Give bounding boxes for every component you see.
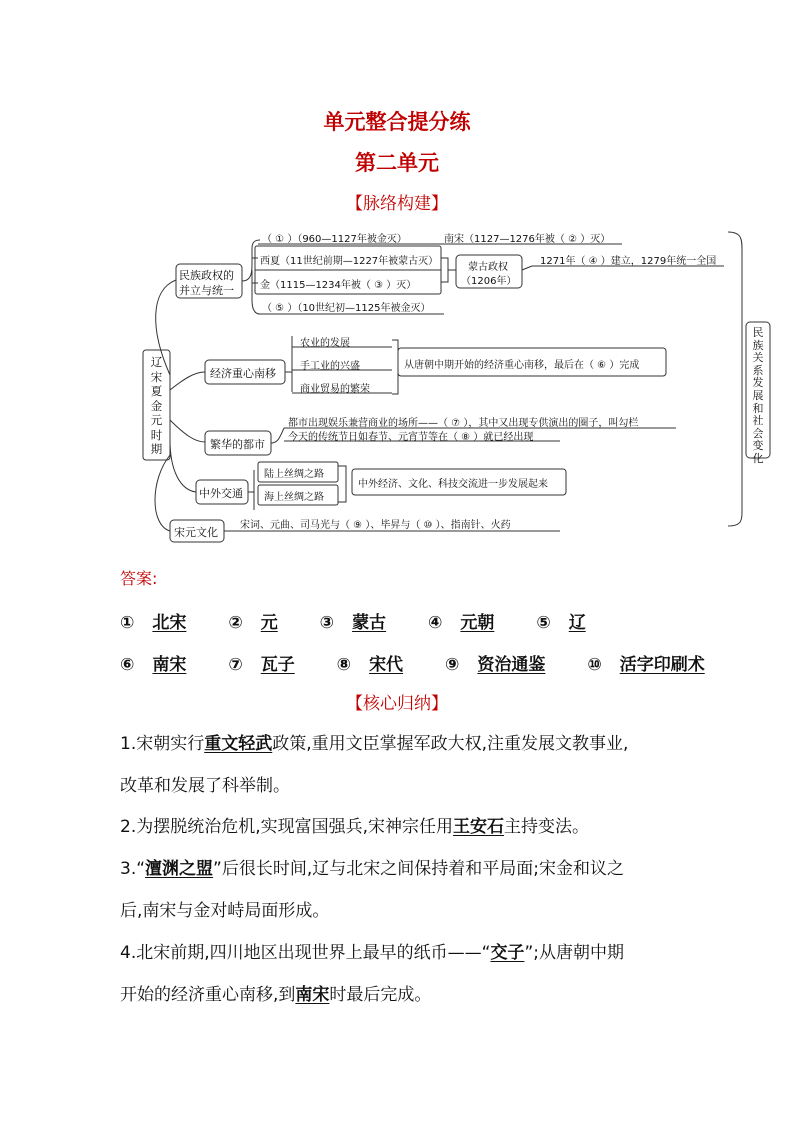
branch1-item2: 西夏（11世纪前期—1227年被蒙古灭） bbox=[260, 256, 439, 267]
answer-item: ③ 蒙古 bbox=[319, 613, 387, 633]
answer-item: ⑧ 宋代 bbox=[336, 655, 404, 675]
summary-p2: 2.为摆脱统治危机,实现富国强兵,宋神宗任用王安石主持变法。 bbox=[120, 817, 590, 837]
branch4-sub2: 海上丝绸之路 bbox=[264, 492, 324, 503]
diagram-summary-label: 民族关系发展和社会变化 bbox=[752, 326, 764, 465]
diagram-root-label: 辽宋夏金元时期 bbox=[150, 355, 163, 456]
branch5-label: 宋元文化 bbox=[174, 526, 218, 539]
branch5-text: 宋词、元曲、司马光与（ ⑨ ）、毕昇与（ ⑩ ）、指南针、火药 bbox=[240, 520, 511, 531]
summary-p3-line2: 后,南宋与金对峙局面形成。 bbox=[120, 901, 330, 921]
branch-line-5 bbox=[155, 455, 170, 531]
answer-item: ④ 元朝 bbox=[427, 613, 495, 633]
branch1-item1: （ ① ）（960—1127年被金灭） bbox=[262, 234, 407, 245]
branch3-text2: 今天的传统节日如春节、元宵节等在（ ⑧ ）就已经出现 bbox=[288, 432, 534, 443]
summary-p3-line1: 3.“澶渊之盟”后很长时间,辽与北宋之间保持着和平局面;宋金和议之 bbox=[120, 859, 624, 879]
branch2-sub1: 农业的发展 bbox=[300, 338, 350, 349]
branch-line-2 bbox=[170, 372, 205, 390]
summary-p4-line1: 4.北宋前期,四川地区出现世界上最早的纸币——“交子”;从唐朝中期 bbox=[120, 943, 624, 963]
answer-item: ⑥ 南宋 bbox=[120, 655, 187, 675]
branch4-sub1: 陆上丝绸之路 bbox=[264, 469, 324, 480]
branch2-label: 经济重心南移 bbox=[210, 367, 276, 380]
answer-item: ② 元 bbox=[228, 613, 278, 633]
branch3-label: 繁华的都市 bbox=[210, 438, 265, 451]
mongol-text: 1271年（ ④ ）建立，1279年统一全国 bbox=[540, 256, 717, 267]
branch4-result: 中外经济、文化、科技交流进一步发展起来 bbox=[358, 479, 548, 490]
answer-item: ⑨ 资治通鉴 bbox=[444, 655, 546, 675]
branch2-result: 从唐朝中期开始的经济重心南移，最后在（ ⑥ ）完成 bbox=[404, 360, 640, 371]
answer-item: ⑩ 活字印刷术 bbox=[587, 655, 705, 675]
page-subtitle: 第二单元 bbox=[355, 151, 439, 175]
answer-item: ① 北宋 bbox=[120, 613, 187, 633]
branch2-sub3: 商业贸易的繁荣 bbox=[300, 384, 370, 395]
branch1-item3: 金（1115—1234年被（ ③ ）灭） bbox=[260, 280, 417, 291]
branch1-item1b: 南宋（1127—1276年被（ ② ）灭） bbox=[444, 234, 611, 245]
branch2-sub2: 手工业的兴盛 bbox=[300, 361, 360, 372]
branch-line-3 bbox=[170, 420, 205, 442]
branch1-label-line2: 并立与统一 bbox=[179, 284, 234, 297]
summary-p1-line1: 1.宋朝实行重文轻武政策,重用文臣掌握军政大权,注重发展文教事业, bbox=[120, 734, 629, 754]
branch-line-4 bbox=[170, 440, 196, 492]
branch4-label: 中外交通 bbox=[199, 487, 243, 500]
knowledge-network-diagram bbox=[0, 0, 794, 545]
answers-row-1 bbox=[120, 608, 622, 633]
summary-p4-line2: 开始的经济重心南移,到南宋时最后完成。 bbox=[120, 985, 432, 1005]
section-heading-summary: 【核心归纳】 bbox=[346, 694, 448, 714]
branch1-item4: （ ⑤ ）（10世纪初—1125年被金灭） bbox=[262, 303, 431, 314]
branch3-text1: 都市出现娱乐兼营商业的场所——（ ⑦ ），其中又出现专供演出的圈子，叫勾栏 bbox=[288, 418, 639, 429]
mongol-label-line1: 蒙古政权 bbox=[468, 262, 508, 273]
mongol-label-line2: （1206年） bbox=[461, 276, 517, 287]
page-title: 单元整合提分练 bbox=[323, 110, 471, 134]
section-heading-network: 【脉络构建】 bbox=[346, 194, 448, 214]
answers-label: 答案: bbox=[120, 569, 158, 588]
summary-p1-line2: 改革和发展了科举制。 bbox=[120, 776, 290, 796]
answer-item: ⑤ 辽 bbox=[536, 613, 586, 633]
answers-row-2 bbox=[120, 650, 741, 675]
branch1-label-line1: 民族政权的 bbox=[179, 269, 234, 282]
answer-item: ⑦ 瓦子 bbox=[228, 655, 295, 675]
